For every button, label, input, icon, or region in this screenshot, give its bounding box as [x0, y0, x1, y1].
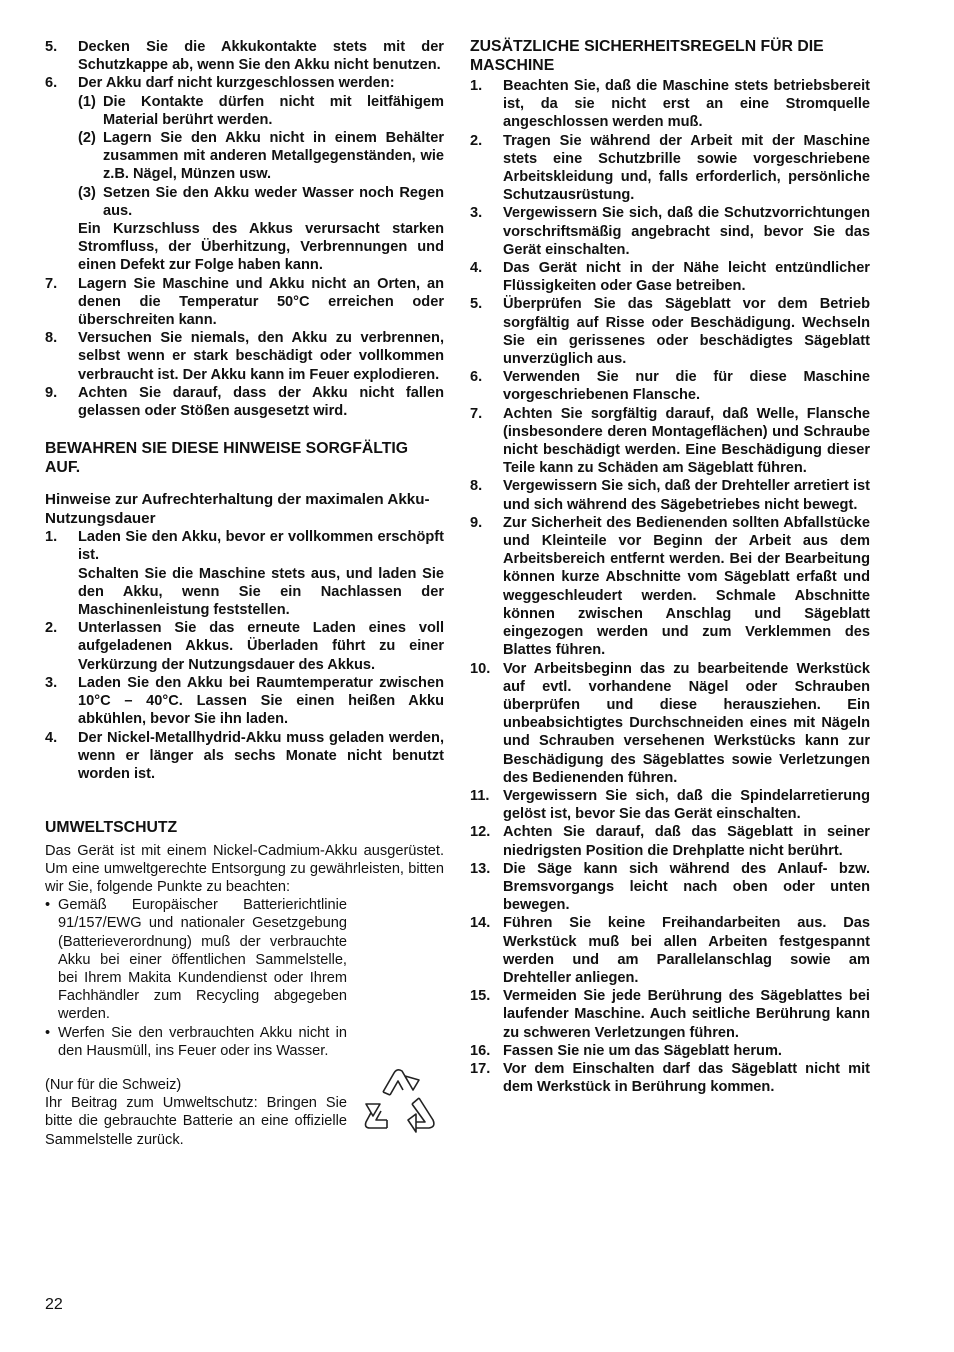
battery-safety-list-a	[45, 38, 444, 93]
item-number: 16.	[470, 1042, 491, 1059]
list-item	[470, 1042, 870, 1060]
heading-keep-instructions: BEWAHREN SIE DIESE HINWEISE SORGFÄLTIG AUF.	[45, 440, 409, 476]
item-text: Führen Sie keine Freihandarbeiten aus. Das Werkstück muß bei allen Arbeiten festgespannt werden und am Parallelanschlag sowie am Drehteller anliegen.	[503, 915, 870, 986]
item-number: 1.	[45, 529, 58, 546]
item-number: 5.	[470, 296, 483, 313]
item-number: 6.	[45, 75, 58, 92]
item-text: Die Kontakte dürfen nicht mit leitfähigem Material berührt werden.	[103, 93, 444, 128]
item6-note: Ein Kurzschluss des Akkus verursacht starken Stromfluss, der Überhitzung, Verbrennungen und einen Defekt zur Folge haben kann.	[78, 221, 444, 274]
item-number: 4.	[470, 260, 483, 277]
list-item	[45, 619, 444, 674]
item-number: 8.	[45, 330, 58, 347]
bullet-text: Werfen Sie den verbrauchten Akku nicht in den Hausmüll, ins Feuer oder ins Wasser.	[58, 1024, 347, 1059]
item-number: 7.	[45, 275, 58, 292]
item-text: Achten Sie sorgfältig darauf, daß Welle, Flansche (insbesondere deren Montageflächen) und Schraube nicht beschädigt werden. Eine Beschädigung dieser Teile kann zu Schäden am Sägeblatt führen.	[503, 405, 870, 477]
item-number: 9.	[45, 384, 58, 401]
item-text: Versuchen Sie niemals, den Akku zu verbrennen, selbst wenn er stark beschädigt oder vollkommen verbraucht ist. Der Akku kann im Feuer explodieren.	[78, 330, 444, 383]
item-text: Beachten Sie, daß die Maschine stets betriebsbereit ist, da sie nicht erst an eine Stromquelle angeschlossen werden muß.	[503, 78, 870, 131]
short-circuit-sublist	[45, 93, 444, 220]
item-text: Setzen Sie den Akku weder Wasser noch Regen aus.	[103, 184, 444, 219]
item-number: (1)	[78, 93, 96, 110]
list-item	[470, 77, 870, 132]
item-number: 15.	[470, 988, 491, 1005]
item-number: 9.	[470, 514, 483, 531]
bullet-dot: •	[45, 1024, 51, 1041]
item-number: 3.	[45, 674, 58, 691]
item-text: Vergewissern Sie sich, daß der Drehteller arretiert ist und sich während des Sägebetriebes nicht bewegt.	[503, 478, 870, 513]
list-item	[470, 477, 870, 513]
list-item	[470, 787, 870, 823]
list-item	[45, 674, 444, 729]
tip-item	[45, 528, 444, 564]
item-text: Unterlassen Sie das erneute Laden eines voll aufgeladenen Akkus. Überladen führt zu einer Verkürzung der Nutzungsdauer des Akkus.	[78, 620, 444, 673]
list-item	[470, 823, 870, 859]
item-number: 8.	[470, 478, 483, 495]
item-number: 7.	[470, 405, 483, 422]
list-item	[45, 275, 444, 330]
bullet-item	[45, 1024, 347, 1060]
list-item	[470, 660, 870, 787]
machine-safety-list	[470, 77, 870, 1096]
item-text: Überprüfen Sie das Sägeblatt vor dem Betrieb sorgfältig auf Risse oder Beschädigung. Wechseln Sie ein gerissenes oder beschädigtes Sägeblatt unverzüglich aus.	[503, 296, 870, 368]
item-text: Zur Sicherheit des Bedienenden sollten Abfallstücke und Kleinteile vor Beginn der Arbeit aus dem Arbeitsbereich entfernt werden. Bei der Bearbeitung können kurze Abschnitte vom Sägeblatt erfaßt und weggeschleudert werden. Schmale Abschnitte können zwischen Anschlag und Sägeblatt eingezogen werden und zum Verklemmen des Blattes führen.	[503, 514, 870, 659]
environment-intro: Das Gerät ist mit einem Nickel-Cadmium-Akku ausgerüstet. Um eine umweltgerechte Entsorgung zu gewährleisten, bitten wir Sie, folgende Punkte zu beachten:	[45, 842, 444, 896]
item-number: 3.	[470, 205, 483, 222]
item-text: Die Säge kann sich während des Anlauf- bzw. Bremsvorgangs leicht nach oben oder unten bewegen.	[503, 860, 870, 914]
left-column	[45, 38, 444, 1149]
environment-bullets	[45, 896, 347, 1060]
heading-battery-life: Hinweise zur Aufrechterhaltung der maximalen Akku-Nutzungsdauer	[45, 491, 430, 527]
list-item	[78, 93, 444, 129]
item-number: (3)	[78, 184, 96, 201]
swiss-note: (Nur für die Schweiz)	[45, 1077, 182, 1094]
item-text: Vor Arbeitsbeginn das zu bearbeitende Werkstück auf evtl. vorhandene Nägel oder Schrauben überprüfen und diese herausziehen. Ein unbeabsichtigtes Durchschneiden eines mit Nägeln und Schrauben versehenen Werkstücks kann zur Beschädigung des Sägeblattes sowie Verletzungen des Bedienenden führen.	[503, 660, 870, 786]
item-text: Tragen Sie während der Arbeit mit der Maschine stets eine Schutzbrille sowie vorgeschriebene Arbeitskleidung und, falls erforderlich, persönliche Schutzausrüstung.	[503, 132, 870, 204]
list-item	[470, 914, 870, 987]
list-item	[78, 129, 444, 184]
item-text: Verwenden Sie nur die für diese Maschine vorgeschriebenen Flansche.	[503, 369, 870, 404]
heading-additional-safety-rules: ZUSÄTZLICHE SICHERHEITSREGELN FÜR DIE MASCHINE	[470, 38, 824, 74]
item-number: 5.	[45, 39, 58, 55]
list-item	[470, 1060, 870, 1096]
item-number: 12.	[470, 824, 491, 841]
battery-tips-list	[45, 619, 444, 783]
list-item	[470, 514, 870, 660]
item-text: Das Gerät nicht in der Nähe leicht entzündlicher Flüssigkeiten oder Gase betreiben.	[503, 260, 870, 295]
list-item	[470, 259, 870, 295]
item-number: 1.	[470, 78, 483, 94]
list-item	[45, 729, 444, 784]
item-number: 10.	[470, 660, 491, 677]
item-text: Laden Sie den Akku bei Raumtemperatur zwischen 10°C – 40°C. Lassen Sie einen heißen Akku abkühlen, bevor Sie ihn laden.	[78, 674, 444, 728]
heading-environment: UMWELTSCHUTZ	[45, 819, 178, 837]
item-text: Vergewissern Sie sich, daß die Spindelarretierung gelöst ist, bevor Sie das Gerät einschalten.	[503, 787, 870, 823]
list-item	[470, 368, 870, 404]
item-text: Lagern Sie Maschine und Akku nicht an Orten, an denen die Temperatur 50°C erreichen oder überschreiten kann.	[78, 275, 444, 329]
item-text: Der Akku darf nicht kurzgeschlossen werden:	[78, 75, 395, 92]
item-text: Vor dem Einschalten darf das Sägeblatt nicht mit dem Werkstück in Berührung kommen.	[503, 1060, 870, 1096]
list-item	[45, 74, 444, 92]
battery-safety-list-b	[45, 275, 444, 421]
item-number: 17.	[470, 1060, 491, 1077]
item-text: Der Nickel-Metallhydrid-Akku muss geladen werden, wenn er länger als sechs Monate nicht benutzt worden ist.	[78, 729, 444, 782]
item-number: 14.	[470, 915, 491, 932]
item-text: Vermeiden Sie jede Berührung des Sägeblattes bei laufender Maschine. Auch seitliche Berührung kann zu schweren Verletzungen führen.	[503, 988, 870, 1041]
list-item	[470, 860, 870, 915]
item-text: Vergewissern Sie sich, daß die Schutzvorrichtungen vorschriftsmäßig angebracht sind, bevor Sie das Gerät einschalten.	[503, 205, 870, 258]
item-text: Decken Sie die Akkukontakte stets mit der Schutzkappe ab, wenn Sie den Akku nicht benutzen.	[78, 39, 444, 74]
swiss-text: Ihr Beitrag zum Umweltschutz: Bringen Sie bitte die gebrauchte Batterie an eine offizielle Sammelstelle zurück.	[45, 1095, 347, 1148]
recycle-icon	[361, 1062, 441, 1134]
list-item	[45, 384, 444, 420]
tip1-note: Schalten Sie die Maschine stets aus, und laden Sie den Akku, wenn Sie ein Nachlassen der Maschinenleistung feststellen.	[78, 565, 444, 619]
item-text: Achten Sie darauf, daß das Sägeblatt in seiner niedrigsten Position die Drehplatte nicht berührt.	[503, 824, 870, 859]
item-number: 6.	[470, 369, 483, 386]
list-item	[470, 987, 870, 1042]
bullet-item	[45, 896, 347, 1023]
item-number: 4.	[45, 729, 58, 746]
list-item	[470, 132, 870, 205]
item-number: 13.	[470, 860, 491, 877]
page-number: 22	[45, 1296, 63, 1313]
list-item	[45, 329, 444, 384]
list-item	[78, 184, 444, 220]
item-text: Fassen Sie nie um das Sägeblatt herum.	[503, 1042, 782, 1059]
list-item	[470, 204, 870, 259]
item-number: 11.	[470, 787, 490, 804]
bullet-dot: •	[45, 897, 51, 914]
item-text: Lagern Sie den Akku nicht in einem Behälter zusammen mit anderen Metallgegenständen, wie z.B. Nägel, Münzen usw.	[103, 130, 444, 183]
list-item	[45, 38, 444, 74]
item-text: Laden Sie den Akku, bevor er vollkommen erschöpft ist.	[78, 529, 444, 564]
bullet-text: Gemäß Europäischer Batterierichtlinie 91/157/EWG und nationaler Gesetzgebung (Batterieverordnung) muß der verbrauchte Akku bei einer öffentlichen Sammelstelle, bei Ihrem Makita Kundendienst oder Ihrem Fachhändler zum Recycling abgegeben werden.	[58, 897, 347, 1023]
list-item	[470, 295, 870, 368]
item-number: 2.	[45, 620, 58, 637]
item-number: (2)	[78, 130, 96, 147]
item-text: Achten Sie darauf, dass der Akku nicht fallen gelassen oder Stößen ausgesetzt wird.	[78, 384, 444, 420]
list-item	[470, 405, 870, 478]
right-column	[470, 38, 870, 1096]
item-number: 2.	[470, 132, 483, 149]
